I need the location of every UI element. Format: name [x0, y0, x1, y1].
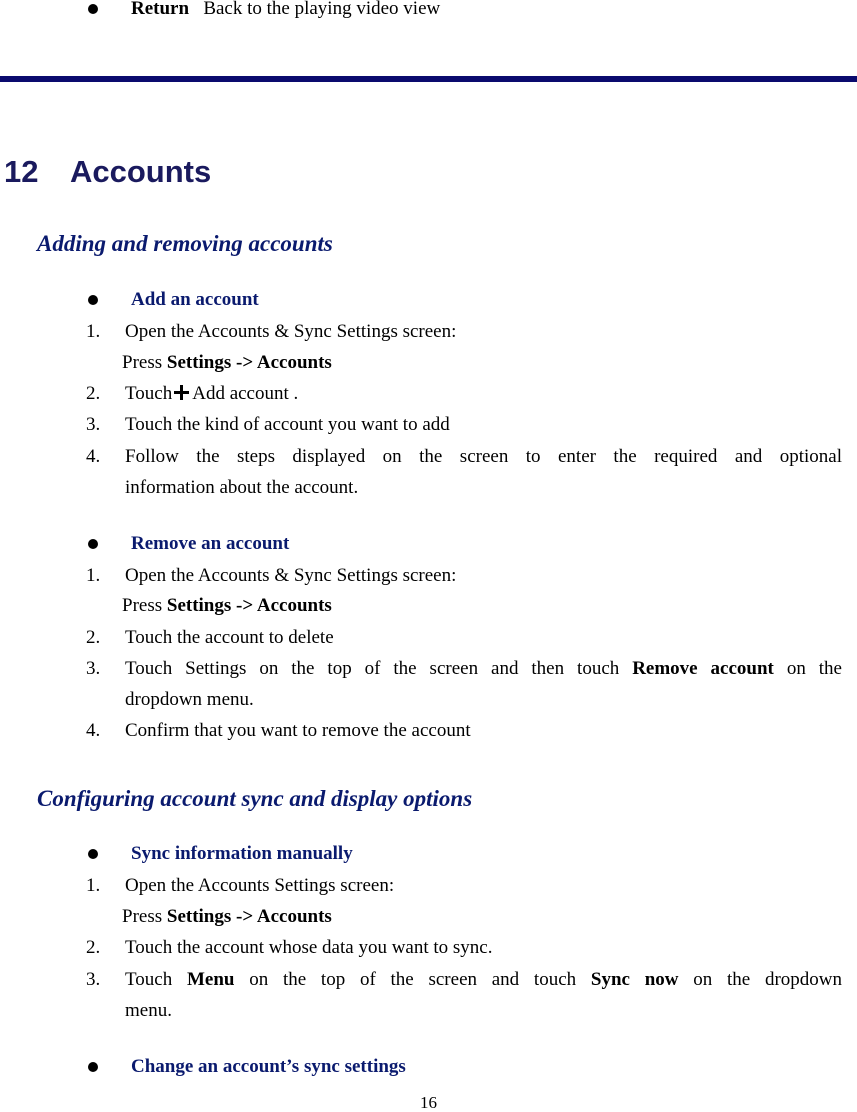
step-text — [125, 969, 842, 991]
bullet-dot — [88, 539, 98, 549]
plus-icon — [174, 385, 189, 400]
sync-manually-label: Sync information manually — [131, 843, 353, 864]
remove-account-label: Remove an account — [131, 533, 290, 554]
press-word: Press — [122, 352, 167, 373]
step-text: Touch the account to delete — [125, 627, 334, 648]
press-path: Settings -> Accounts — [166, 352, 332, 373]
bullet-dot — [88, 849, 98, 859]
step-text: Confirm that you want to remove the account — [125, 720, 471, 741]
step-text-continued: menu. — [125, 1000, 172, 1021]
press-path: Settings -> Accounts — [166, 906, 332, 927]
return-item — [131, 0, 440, 20]
step-number: 1. — [86, 565, 101, 586]
step-word: Touch — [125, 969, 173, 990]
step-number: 4. — [86, 720, 101, 741]
press-line — [122, 352, 332, 374]
step-text — [125, 383, 298, 405]
step-text: Touch the account whose data you want to sync. — [125, 937, 493, 958]
bullet-dot — [88, 1062, 98, 1072]
press-word: Press — [122, 906, 167, 927]
change-sync-settings-label: Change an account’s sync settings — [131, 1056, 406, 1077]
step-text: Follow the steps displayed on the screen to enter the required and optional — [125, 446, 842, 467]
step-number: 3. — [86, 658, 101, 679]
add-account-label: Add an account — [131, 289, 259, 310]
step-pre: Touch — [125, 383, 173, 404]
chapter-number: 12 — [4, 154, 39, 189]
step-post: Add account . — [192, 383, 299, 404]
step-number: 2. — [86, 627, 101, 648]
step-number: 2. — [86, 937, 101, 958]
step-bold: Remove account — [632, 658, 774, 679]
press-line — [122, 595, 332, 617]
step-bold: Menu — [186, 969, 235, 990]
step-text: Open the Accounts & Sync Settings screen: — [125, 565, 457, 586]
return-text: Back to the playing video view — [203, 0, 441, 19]
step-post: on the — [773, 658, 842, 679]
step-number: 2. — [86, 383, 101, 404]
step-text-continued: information about the account. — [125, 477, 359, 498]
step-number: 3. — [86, 969, 101, 990]
step-pre: Touch Settings on the top of the screen and then touch — [125, 658, 633, 679]
step-text — [125, 658, 842, 680]
step-number: 1. — [86, 321, 101, 342]
return-label: Return — [131, 0, 190, 19]
step-text: Open the Accounts & Sync Settings screen: — [125, 321, 457, 342]
chapter-heading — [4, 154, 211, 190]
step-number: 4. — [86, 446, 101, 467]
step-word: on the top of the screen and touch — [249, 969, 577, 990]
bullet-dot — [88, 295, 98, 305]
step-text-continued: dropdown menu. — [125, 689, 254, 710]
step-number: 1. — [86, 875, 101, 896]
step-text: Touch the kind of account you want to add — [125, 414, 450, 435]
page-number: 16 — [420, 1093, 437, 1112]
step-word: on the dropdown — [693, 969, 843, 990]
step-bold: Sync now — [590, 969, 679, 990]
chapter-rule — [0, 76, 857, 82]
bullet-dot — [88, 4, 98, 14]
press-word: Press — [122, 595, 167, 616]
step-text: Open the Accounts Settings screen: — [125, 875, 395, 896]
section-title-configuring: Configuring account sync and display options — [37, 786, 473, 811]
section-title-adding: Adding and removing accounts — [37, 231, 333, 256]
chapter-title: Accounts — [70, 154, 212, 189]
step-number: 3. — [86, 414, 101, 435]
press-line — [122, 906, 332, 928]
press-path: Settings -> Accounts — [166, 595, 332, 616]
